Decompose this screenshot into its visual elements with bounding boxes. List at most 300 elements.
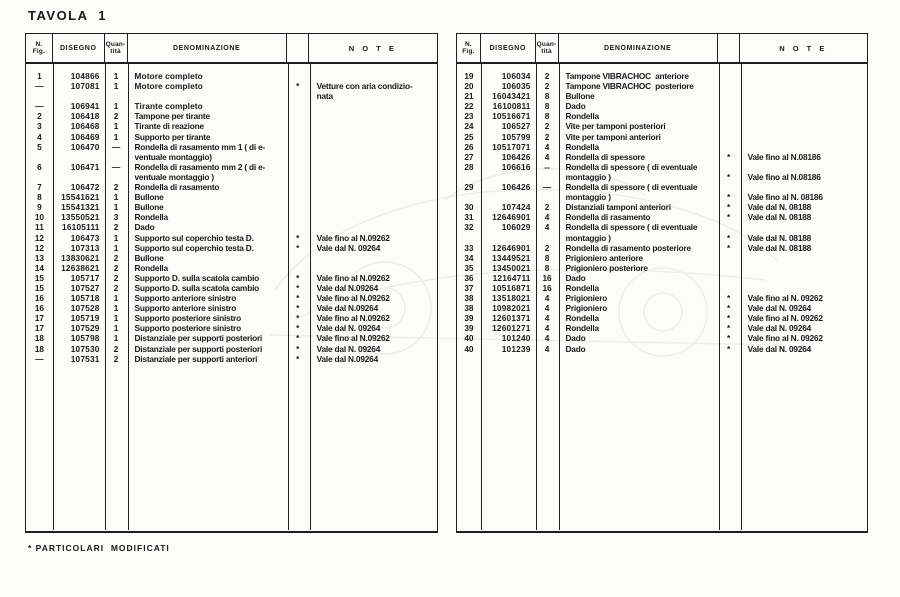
qty-cell: 3 [113,212,119,223]
table-row [26,132,437,142]
page-title: TAVOLA 1 [28,8,107,23]
disegno-cell: 12601271 [492,323,531,334]
star-cell: * [296,232,300,243]
note-cell: Vale fino al N.09262 [316,333,390,344]
qty-cell: 4 [544,323,550,334]
qty-cell: 16 [542,272,552,283]
disegno-cell: 106941 [70,101,100,112]
denomination-cell: Tampone VIBRACHOC anteriore [565,71,689,81]
fig-cell: 17 [34,323,45,334]
note-cell: Vale fino al N.09262 [316,232,390,243]
star-cell [718,81,740,91]
disegno-cell [481,172,536,182]
disegno-cell [53,91,105,101]
note-cell: Vale dal N. 09264 [316,323,381,334]
qty-cell: 8 [544,252,550,263]
disegno-cell: 15541321 [61,202,100,213]
qty-cell: 1 [113,101,119,112]
note-cell: Vale dal N.09264 [316,303,379,314]
star-cell: * [727,242,731,253]
disegno-cell: 107313 [70,242,100,253]
fig-cell [457,233,481,243]
star-cell [718,121,740,131]
qty-cell: 4 [544,141,550,152]
note-cell: Vale dal N.09264 [316,353,379,364]
disegno-cell: 106469 [70,131,100,142]
qty-cell: 1 [113,71,119,81]
qty-cell: 2 [544,131,550,142]
star-cell: * [296,343,300,354]
star-cell: * [727,192,731,203]
fig-cell: 40 [464,333,474,344]
denomination-cell: Tampone VIBRACHOC posteriore [565,81,694,92]
disegno-cell: 10517071 [492,141,531,152]
note-cell [309,182,437,192]
table-row [457,313,867,323]
fig-cell: 15 [34,272,45,283]
fig-cell: 38 [464,303,474,314]
disegno-cell: 13450021 [492,262,531,273]
column-header-qty [536,34,559,62]
qty-cell: 4 [544,212,550,223]
disegno-cell [53,172,105,182]
star-cell [287,192,309,202]
fig-cell [26,152,53,162]
fig-cell: 26 [464,141,474,152]
fig-cell: 22 [464,101,474,112]
table-row [457,293,867,303]
column-header-qty [105,34,128,62]
disegno-cell: 12638621 [61,262,100,273]
star-cell: * [727,171,731,182]
column-header-disegno [481,34,536,62]
table-row [457,162,867,172]
denomination-cell: Prigioniero [565,303,608,314]
qty-cell: 2 [113,282,119,293]
disegno-cell: 10982021 [492,303,531,314]
disegno-cell: 105798 [70,333,100,344]
qty-cell: 4 [544,151,550,162]
disegno-cell: 106470 [70,141,100,152]
column-divider [719,64,720,530]
fig-cell: 15 [34,282,45,293]
denomination-cell: Rondella [565,111,599,122]
fig-cell: 16 [34,303,45,314]
table-row [457,172,867,182]
fig-cell: 9 [37,202,42,213]
denomination-cell: Bullone [134,192,164,203]
table-row [26,202,437,212]
table-row [457,152,867,162]
note-cell [740,132,867,142]
note-cell: Vale fino al N.09262 [316,272,390,283]
disegno-cell: 13449521 [492,252,531,263]
note-cell [740,101,867,111]
qty-cell [105,91,128,101]
denomination-cell: Rondella [565,282,599,293]
denomination-cell: Rondella di rasamento mm 1 ( di e- [134,141,266,152]
fig-cell: 18 [34,343,45,354]
star-cell: * [296,293,300,304]
note-cell [309,202,437,212]
denomination-cell: Rondella di rasamento [565,212,651,223]
note-cell [740,111,867,121]
column-header-note-label: N O T E [779,43,828,53]
star-cell: * [727,151,731,162]
qty-cell: 1 [113,192,119,203]
note-cell [740,253,867,263]
table-row [457,121,867,131]
disegno-cell: 101240 [501,333,531,344]
table-row [457,344,867,354]
fig-cell: 34 [464,252,474,263]
note-cell [309,162,437,172]
column-header-note [309,34,437,62]
table-row [457,253,867,263]
denomination-cell: Distanziale per supporti posteriori [134,343,263,354]
fig-cell: 33 [464,242,474,253]
column-header-qty-line1: Quan- [105,41,126,48]
column-header-fig-line2: Fig. [32,48,46,55]
note-cell [740,182,867,192]
denomination-cell: Tirante di reazione [134,121,204,132]
star-cell: * [727,333,731,344]
denomination-cell: Supporto posteriore sinistro [134,323,241,334]
column-header-disegno-label: DISEGNO [489,44,526,52]
disegno-cell: 105718 [70,293,100,304]
denomination-cell [128,91,287,101]
note-cell [740,263,867,273]
denomination-cell: Rondella di rasamento mm 2 ( di e- [134,161,266,172]
qty-cell: 4 [544,333,550,344]
qty-cell: 8 [544,101,550,112]
note-cell [740,222,867,232]
note-cell: Vale fino al N.09262 [316,313,390,324]
qty-cell: 8 [544,91,550,102]
table-row [26,162,437,172]
qty-cell: 1 [113,242,119,253]
qty-cell: 4 [544,343,550,354]
denomination-cell: Supporto sul coperchio testa D. [134,242,254,253]
column-divider [536,64,537,530]
qty-cell: 8 [544,262,550,273]
table-row [26,344,437,354]
qty-cell: 2 [113,272,119,283]
qty-cell: — [111,141,121,152]
qty-cell: 4 [544,293,550,304]
star-cell: * [296,81,300,92]
note-cell: Vale dal N. 09264 [747,343,812,354]
table-row [26,81,437,91]
qty-cell: 2 [113,262,119,273]
fig-cell: 8 [37,192,42,203]
qty-cell: 1 [113,313,119,324]
fig-cell: 23 [464,111,474,122]
star-cell: * [727,232,731,243]
parts-table-left [25,33,438,533]
fig-cell: 25 [464,131,474,142]
table-row [457,192,867,202]
column-divider [105,64,106,530]
column-header-denominazione-label: DENOMINAZIONE [172,44,241,52]
disegno-cell: 13830621 [61,252,100,263]
star-cell [287,263,309,273]
qty-cell [536,233,559,243]
star-cell: * [296,323,300,334]
disegno-cell: 106616 [501,161,531,172]
table-row [457,182,867,192]
denomination-cell: Supporto D. sulla scatola cambio [134,282,260,293]
qty-cell: 1 [113,293,119,304]
denomination-cell: Supporto per tirante [134,131,211,142]
qty-cell: 8 [544,111,550,122]
qty-cell: 2 [544,71,550,81]
modified-parts-legend: * PARTICOLARI MODIFICATI [28,543,170,553]
fig-cell: 32 [464,222,474,233]
star-cell [718,273,740,283]
disegno-cell: 107527 [70,282,100,293]
fig-cell: 38 [464,293,474,304]
disegno-cell: 12646901 [492,242,531,253]
note-cell [740,81,867,91]
denomination-cell: Rondella [134,212,168,223]
denomination-cell: Dado [565,343,586,354]
note-cell [740,162,867,172]
disegno-cell: 107081 [70,81,100,92]
denomination-cell: Motore completo [134,81,203,92]
denomination-cell: Supporto anteriore sinistro [134,303,237,314]
qty-cell [536,172,559,182]
note-cell: Vale fino al N. 09262 [747,293,823,304]
denomination-cell: Tirante completo [134,101,203,112]
column-header-qty-line2: tità [541,48,552,55]
disegno-cell: 107531 [70,353,100,364]
denomination-cell: Dado [134,222,155,233]
table-row [457,101,867,111]
fig-cell [457,192,481,202]
star-cell [287,91,309,101]
star-cell [718,283,740,293]
fig-cell: 24 [464,121,474,132]
table-row [457,273,867,283]
fig-cell: — [35,353,44,364]
column-header-qty-line2: tità [110,48,121,55]
fig-cell: 36 [464,272,474,283]
star-cell: * [727,202,731,213]
table-row [26,253,437,263]
note-cell [309,253,437,263]
denomination-cell: Tampone per tirante [134,111,210,122]
note-cell [740,283,867,293]
qty-cell: 2 [544,81,550,92]
qty-cell: 4 [544,222,550,233]
disegno-cell [481,192,536,202]
note-cell [309,263,437,273]
table-row [457,132,867,142]
denomination-cell: Vite per tamponi posteriori [565,121,666,132]
disegno-cell: 106471 [70,161,100,172]
column-divider [310,64,311,530]
fig-cell: 12 [34,232,45,243]
table-row [457,303,867,313]
qty-cell [105,152,128,162]
note-cell [740,121,867,131]
fig-cell: 39 [464,313,474,324]
denomination-cell: Dado [565,333,586,344]
fig-cell: 28 [464,161,474,172]
note-cell [309,152,437,162]
denomination-cell: Distanziale per supporti anteriori [134,353,258,364]
qty-cell: — [542,182,552,193]
star-cell [287,253,309,263]
denomination-cell: Rondella di spessore ( di eventuale [565,182,698,193]
table-row [26,243,437,253]
disegno-cell: 106472 [70,182,100,193]
note-cell: Vale fino al N. 09262 [747,333,823,344]
note-cell [309,192,437,202]
fig-cell: 31 [464,212,474,223]
qty-cell: 2 [113,182,119,193]
disegno-cell: 106418 [70,111,100,122]
fig-cell: 10 [34,212,45,223]
disegno-cell: 107424 [501,202,531,213]
table-row [457,263,867,273]
table-row [26,323,437,333]
note-cell [309,132,437,142]
disegno-cell: 12646901 [492,212,531,223]
fig-cell: 14 [34,262,45,273]
note-cell: Vale dal N.09264 [316,282,379,293]
fig-cell: 3 [37,121,42,132]
note-cell [740,142,867,152]
note-cell [309,71,437,81]
table-row [26,182,437,192]
disegno-cell: 106035 [501,81,531,92]
note-cell [309,142,437,152]
denomination-cell: Bullone [565,91,595,102]
table-row [457,222,867,232]
note-cell: Vale fino al N.08186 [747,151,821,162]
note-cell [309,101,437,111]
table-row [457,243,867,253]
disegno-cell: 107529 [70,323,100,334]
column-header-qty-line1: Quan- [536,41,557,48]
disegno-cell [481,233,536,243]
table-row [26,212,437,222]
table-header [457,34,867,64]
denomination-cell: Supporto anteriore sinistro [134,293,237,304]
table-row [457,91,867,101]
star-cell: * [727,212,731,223]
star-cell: * [727,323,731,334]
fig-cell: 39 [464,323,474,334]
star-cell: * [296,303,300,314]
note-cell [309,212,437,222]
fig-cell: 13 [34,252,45,263]
fig-cell: 11 [35,222,44,233]
denomination-cell: montaggio ) [565,171,611,182]
disegno-cell: 105717 [70,272,100,283]
note-cell [309,121,437,131]
fig-cell: 35 [464,262,474,273]
fig-cell: 2 [37,111,42,122]
star-cell [287,101,309,111]
disegno-cell: 106527 [501,121,531,132]
fig-cell: 29 [464,182,474,193]
denomination-cell: Rondella di spessore [565,151,645,162]
star-cell [718,101,740,111]
denomination-cell: Rondella di rasamento [134,182,220,193]
star-cell [718,71,740,81]
disegno-cell: 106473 [70,232,100,243]
disegno-cell: 10516871 [492,282,531,293]
note-cell [309,222,437,232]
star-cell [287,182,309,192]
star-cell [718,142,740,152]
qty-cell: — [111,161,121,172]
star-cell [718,182,740,192]
qty-cell: 2 [113,343,119,354]
qty-cell: 1 [113,232,119,243]
disegno-cell: 13550521 [61,212,100,223]
table-row [26,303,437,313]
column-divider [128,64,129,530]
parts-table-right [456,33,868,533]
star-cell [287,132,309,142]
note-cell: Vale dal N. 08188 [747,202,812,213]
star-cell [287,172,309,182]
note-cell: Vale dal N. 08188 [747,212,812,223]
table-row [26,273,437,283]
note-cell: Vale fino al N. 08186 [747,192,823,203]
note-cell: nata [316,91,333,102]
star-cell: * [727,313,731,324]
fig-cell: — [35,101,44,112]
table-body [457,64,867,530]
qty-cell: 2 [113,111,119,122]
column-header-disegno [53,34,105,62]
star-cell [287,202,309,212]
note-cell [740,273,867,283]
qty-cell: 2 [113,252,119,263]
column-header-denominazione-label: DENOMINAZIONE [603,44,672,52]
disegno-cell: 107528 [70,303,100,314]
star-cell [287,142,309,152]
denomination-cell: montaggio ) [565,232,611,243]
qty-cell: 4 [544,303,550,314]
denomination-cell: montaggio ) [565,192,611,203]
denomination-cell: Prigioniero anteriore [565,252,643,263]
column-header-fig-line2: Fig. [462,48,475,55]
qty-cell: 2 [113,222,119,233]
table-row [457,233,867,243]
table-row [457,202,867,212]
qty-cell: 1 [113,121,119,132]
note-cell: Vale fino al N.08186 [747,171,821,182]
table-row [26,293,437,303]
qty-cell: -- [544,161,550,172]
star-cell [287,222,309,232]
column-divider [741,64,742,530]
star-cell: * [296,333,300,344]
column-header-fig-line1: N. [464,41,472,48]
qty-cell: 1 [113,81,119,92]
fig-cell: 4 [37,131,42,142]
disegno-cell: 16100811 [492,101,531,112]
disegno-cell [53,152,105,162]
denomination-cell: Rondella [134,262,168,273]
disegno-cell: 16105111 [62,222,100,233]
